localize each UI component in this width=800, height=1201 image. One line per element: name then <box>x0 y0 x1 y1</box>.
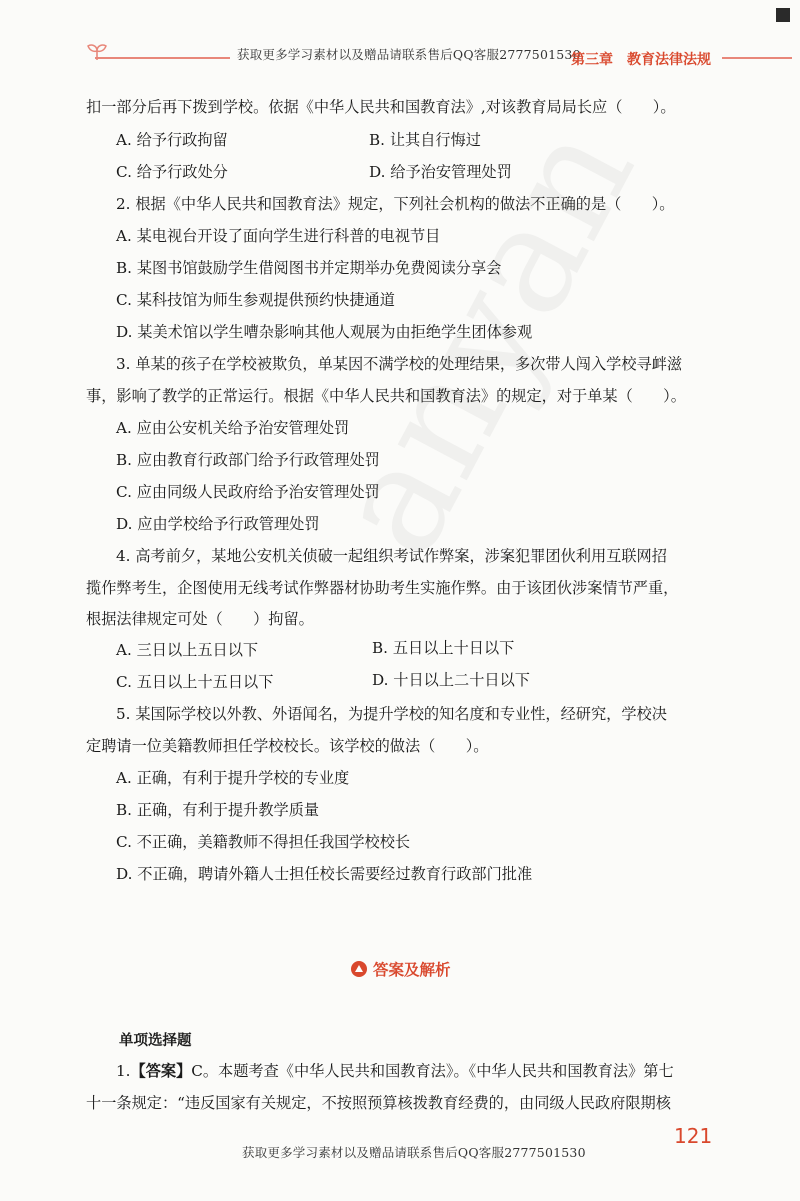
q3-option-a: A. 应由公安机关给予治安管理处罚 <box>116 419 350 437</box>
q2-option-c: C. 某科技馆为师生参观提供预约快捷通道 <box>116 291 395 309</box>
page-number: 121 <box>674 1124 713 1148</box>
q4-option-b: B. 五日以上十日以下 <box>372 639 515 657</box>
q2-stem: 2. 根据《中华人民共和国教育法》规定，下列社会机构的做法不正确的是（ ）。 <box>116 195 675 213</box>
answer-1-line-1 <box>116 1060 674 1082</box>
q4-stem-line-1: 4. 高考前夕，某地公安机关侦破一起组织考试作弊案，涉案犯罪团伙利用互联网招 <box>116 547 667 565</box>
q1-option-b: B. 让其自行悔过 <box>369 131 481 149</box>
header-promo-text: 获取更多学习素材以及赠品请联系售后QQ客服2777501530 <box>237 47 581 62</box>
answer-1-text: C。本题考查《中华人民共和国教育法》。《中华人民共和国教育法》第七 <box>191 1062 674 1080</box>
q3-option-c: C. 应由同级人民政府给予治安管理处罚 <box>116 483 380 501</box>
q2-option-d: D. 某美术馆以学生嘈杂影响其他人观展为由拒绝学生团体参观 <box>116 323 533 341</box>
q1-option-c: C. 给予行政处分 <box>116 163 228 181</box>
q3-option-b: B. 应由教育行政部门给予行政管理处罚 <box>116 451 380 469</box>
header-rule-right <box>722 57 792 59</box>
chapter-title: 教育法律法规 <box>627 52 711 68</box>
q1-option-d: D. 给予治安管理处罚 <box>369 163 512 181</box>
q5-stem-line-2: 定聘请一位美籍教师担任学校校长。该学校的做法（ ）。 <box>86 737 489 755</box>
q3-stem-line-2: 事，影响了教学的正常运行。根据《中华人民共和国教育法》的规定，对于单某（ ）。 <box>86 387 686 405</box>
scan-corner-mark <box>776 8 790 22</box>
q4-option-a: A. 三日以上五日以下 <box>116 641 259 659</box>
answer-1-tag: 【答案】 <box>130 1062 192 1080</box>
q5-option-b: B. 正确，有利于提升教学质量 <box>116 801 320 819</box>
q3-option-d: D. 应由学校给予行政管理处罚 <box>116 515 320 533</box>
footer-promo-text: 获取更多学习素材以及赠品请联系售后QQ客服2777501530 <box>242 1145 586 1160</box>
answer-1-line-2: 十一条规定：“违反国家有关规定，不按照预算核拨教育经费的，由同级人民政府限期核 <box>86 1094 671 1112</box>
answer-badge-icon <box>351 961 367 977</box>
single-choice-subhead: 单项选择题 <box>119 1033 192 1049</box>
q5-option-d: D. 不正确，聘请外籍人士担任校长需要经过教育行政部门批准 <box>116 865 533 883</box>
answers-section-label: 答案及解析 <box>373 961 451 979</box>
q4-option-d: D. 十日以上二十日以下 <box>372 671 530 689</box>
q4-stem-line-3: 根据法律规定可处（ ）拘留。 <box>86 610 314 628</box>
answer-1-number: 1. <box>116 1062 131 1080</box>
q2-option-a: A. 某电视台开设了面向学生进行科普的电视节目 <box>116 227 441 245</box>
q5-stem-line-1: 5. 某国际学校以外教、外语闻名，为提升学校的知名度和专业性，经研究，学校决 <box>116 705 667 723</box>
q4-option-c: C. 五日以上十五日以下 <box>116 673 274 691</box>
answers-section-title <box>351 958 451 980</box>
q1-stem-tail: 扣一部分后再下拨到学校。依据《中华人民共和国教育法》,对该教育局局长应（ ）。 <box>86 98 676 116</box>
q5-option-c: C. 不正确，美籍教师不得担任我国学校校长 <box>116 833 411 851</box>
q3-stem-line-1: 3. 单某的孩子在学校被欺负，单某因不满学校的处理结果，多次带人闯入学校寻衅滋 <box>116 355 683 373</box>
q2-option-b: B. 某图书馆鼓励学生借阅图书并定期举办免费阅读分享会 <box>116 259 502 277</box>
q5-option-a: A. 正确，有利于提升学校的专业度 <box>116 769 350 787</box>
chapter-number: 第三章 <box>571 52 613 68</box>
q4-stem-line-2: 揽作弊考生，企图使用无线考试作弊器材协助考生实施作弊。由于该团伙涉案情节严重， <box>86 579 679 597</box>
header-rule-left <box>95 57 230 59</box>
q1-option-a: A. 给予行政拘留 <box>116 131 228 149</box>
chapter-heading <box>571 49 711 69</box>
